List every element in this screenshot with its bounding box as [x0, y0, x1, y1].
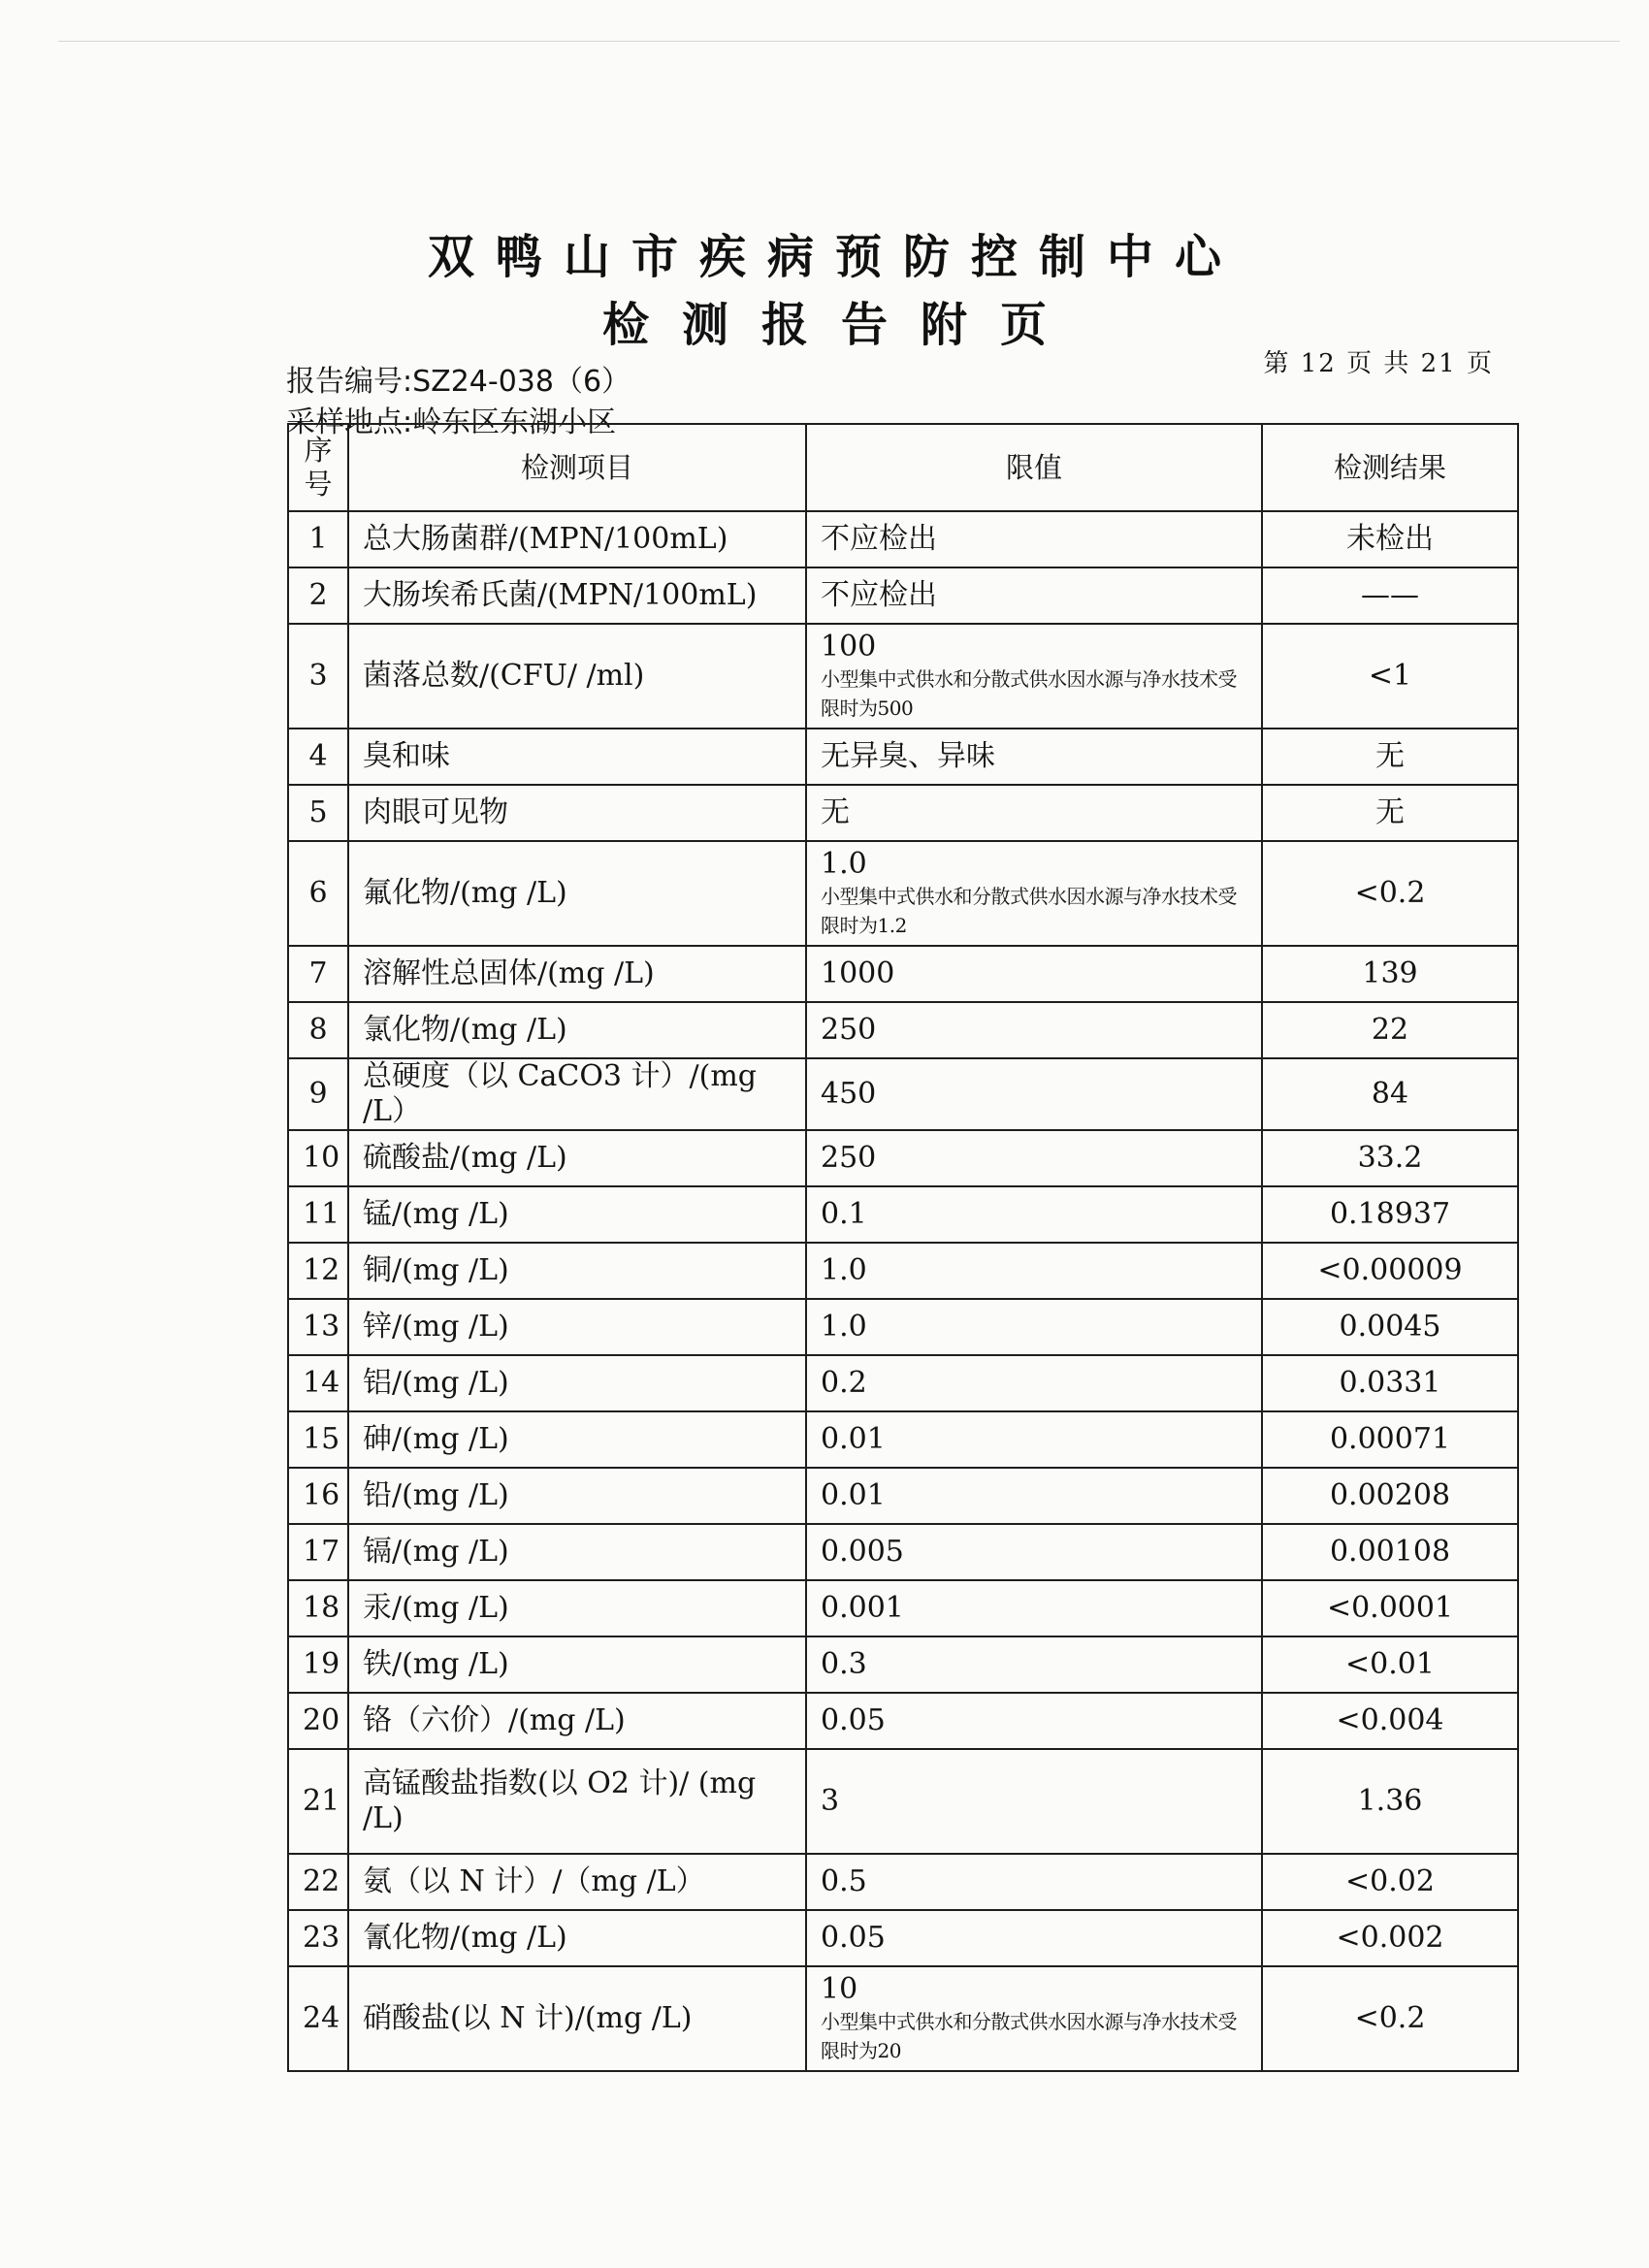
test-item: 臭和味: [348, 729, 806, 785]
limit-main: 0.05: [821, 1703, 886, 1737]
limit-value: [806, 511, 1262, 567]
test-result: <1: [1262, 624, 1518, 729]
test-item: 铜/(mg /L): [348, 1243, 806, 1299]
row-number: 19: [288, 1636, 348, 1693]
test-item: 铁/(mg /L): [348, 1636, 806, 1693]
test-item: 氨（以 N 计）/（mg /L）: [348, 1854, 806, 1910]
limit-value: [806, 1130, 1262, 1186]
row-number: 15: [288, 1411, 348, 1468]
report-title-type: 检测报告附页: [601, 298, 1080, 352]
table-row: [288, 946, 1518, 1002]
limit-main: 1.0: [821, 847, 867, 881]
table-row: [288, 729, 1518, 785]
limit-main: 3: [821, 1784, 840, 1818]
row-number: 3: [288, 624, 348, 729]
limit-main: 250: [821, 1013, 877, 1047]
table-row: [288, 1966, 1518, 2071]
limit-main: 0.001: [821, 1591, 904, 1625]
limit-value: [806, 1749, 1262, 1854]
table-row: [288, 1524, 1518, 1580]
limit-main: 0.1: [821, 1197, 867, 1231]
table-row: [288, 1910, 1518, 1966]
sampling-site-value: 岭东区东湖小区: [412, 405, 617, 439]
row-number: 21: [288, 1749, 348, 1854]
test-result: 33.2: [1262, 1130, 1518, 1186]
test-result: <0.2: [1262, 1966, 1518, 2071]
test-result: <0.01: [1262, 1636, 1518, 1693]
limit-value: [806, 841, 1262, 946]
report-number-label: 报告编号:: [286, 365, 413, 399]
test-item: 硫酸盐/(mg /L): [348, 1130, 806, 1186]
test-item: 锌/(mg /L): [348, 1299, 806, 1355]
limit-main: 0.01: [821, 1422, 886, 1456]
limit-main: 1000: [821, 956, 895, 990]
test-item: 氟化物/(mg /L): [348, 841, 806, 946]
test-item: 铅/(mg /L): [348, 1468, 806, 1524]
row-number: 5: [288, 785, 348, 841]
limit-value: [806, 1636, 1262, 1693]
table-row: [288, 1693, 1518, 1749]
limit-main: 0.2: [821, 1366, 867, 1400]
limit-value: [806, 1299, 1262, 1355]
table-row: [288, 841, 1518, 946]
limit-value: [806, 1355, 1262, 1411]
test-result: ——: [1262, 567, 1518, 624]
row-number: 9: [288, 1058, 348, 1130]
test-result: 0.0045: [1262, 1299, 1518, 1355]
row-number: 11: [288, 1186, 348, 1243]
limit-main: 1.0: [821, 1253, 867, 1287]
col-header-limit: 限值: [806, 424, 1262, 511]
test-item: 硝酸盐(以 N 计)/(mg /L): [348, 1966, 806, 2071]
table-row: [288, 1130, 1518, 1186]
limit-main: 0.01: [821, 1478, 886, 1512]
test-item: 总硬度（以 CaCO3 计）/(mg /L）: [348, 1058, 806, 1130]
row-number: 17: [288, 1524, 348, 1580]
limit-main: 100: [821, 630, 877, 664]
limit-value: [806, 946, 1262, 1002]
test-result: 84: [1262, 1058, 1518, 1130]
limit-value: [806, 1243, 1262, 1299]
test-result: <0.0001: [1262, 1580, 1518, 1636]
test-item: 氰化物/(mg /L): [348, 1910, 806, 1966]
table-row: [288, 1411, 1518, 1468]
limit-main: 250: [821, 1141, 877, 1175]
limit-main: 0.3: [821, 1647, 867, 1681]
limit-value: [806, 729, 1262, 785]
row-number: 13: [288, 1299, 348, 1355]
table-row: [288, 1002, 1518, 1058]
test-result: 1.36: [1262, 1749, 1518, 1854]
test-item: 溶解性总固体/(mg /L): [348, 946, 806, 1002]
test-item: 大肠埃希氏菌/(MPN/100mL): [348, 567, 806, 624]
limit-value: [806, 1468, 1262, 1524]
row-number: 24: [288, 1966, 348, 2071]
test-item: 砷/(mg /L): [348, 1411, 806, 1468]
row-number: 12: [288, 1243, 348, 1299]
table-body: [288, 511, 1518, 2071]
test-item: 肉眼可见物: [348, 785, 806, 841]
test-result: 0.00208: [1262, 1468, 1518, 1524]
limit-value: [806, 785, 1262, 841]
table-row: [288, 1468, 1518, 1524]
limit-main: 10: [821, 1972, 858, 2006]
test-result: <0.00009: [1262, 1243, 1518, 1299]
row-number: 4: [288, 729, 348, 785]
table-row: [288, 785, 1518, 841]
test-item: 铝/(mg /L): [348, 1355, 806, 1411]
row-number: 10: [288, 1130, 348, 1186]
table-header-row: [288, 424, 1518, 511]
test-result: 0.00108: [1262, 1524, 1518, 1580]
limit-main: 不应检出: [821, 522, 937, 556]
col-header-item: 检测项目: [348, 424, 806, 511]
table-row: [288, 1058, 1518, 1130]
table-row: [288, 1299, 1518, 1355]
table-row: [288, 1749, 1518, 1854]
limit-main: 无异臭、异味: [821, 739, 995, 773]
limit-value: [806, 1910, 1262, 1966]
row-number: 18: [288, 1580, 348, 1636]
report-number-value: SZ24-038（6）: [412, 365, 631, 399]
test-result: 0.0331: [1262, 1355, 1518, 1411]
test-item: 汞/(mg /L): [348, 1580, 806, 1636]
row-number: 22: [288, 1854, 348, 1910]
test-result: <0.004: [1262, 1693, 1518, 1749]
page-info: [1264, 343, 1495, 379]
limit-note: 小型集中式供水和分散式供水因水源与净水技术受限时为20: [821, 2010, 1237, 2062]
test-result: 22: [1262, 1002, 1518, 1058]
limit-value: [806, 1693, 1262, 1749]
test-result: 无: [1262, 785, 1518, 841]
limit-note: 小型集中式供水和分散式供水因水源与净水技术受限时为1.2: [821, 885, 1237, 937]
table-row: [288, 1636, 1518, 1693]
page-info-text: 第 12 页 共 21 页: [1263, 349, 1494, 378]
test-item: 铬（六价）/(mg /L): [348, 1693, 806, 1749]
report-title-org: 双鸭山市疾病预防控制中心: [427, 230, 1243, 284]
table-row: [288, 567, 1518, 624]
table-row: [288, 1854, 1518, 1910]
row-number: 7: [288, 946, 348, 1002]
report-number: [286, 357, 630, 400]
row-number: 8: [288, 1002, 348, 1058]
limit-value: [806, 624, 1262, 729]
limit-note: 小型集中式供水和分散式供水因水源与净水技术受限时为500: [821, 667, 1237, 720]
test-item: 锰/(mg /L): [348, 1186, 806, 1243]
limit-value: [806, 567, 1262, 624]
limit-value: [806, 1524, 1262, 1580]
row-number: 1: [288, 511, 348, 567]
limit-main: 450: [821, 1077, 877, 1111]
test-item: 高锰酸盐指数(以 O2 计)/ (mg /L): [348, 1749, 806, 1854]
sampling-site-label: 采样地点:: [286, 405, 413, 439]
test-item: 氯化物/(mg /L): [348, 1002, 806, 1058]
table-row: [288, 1243, 1518, 1299]
row-number: 23: [288, 1910, 348, 1966]
test-result: 0.18937: [1262, 1186, 1518, 1243]
table-row: [288, 1355, 1518, 1411]
test-result: <0.002: [1262, 1910, 1518, 1966]
row-number: 2: [288, 567, 348, 624]
table-row: [288, 1186, 1518, 1243]
row-number: 20: [288, 1693, 348, 1749]
table-row: [288, 624, 1518, 729]
limit-main: 不应检出: [821, 578, 937, 612]
limit-value: [806, 1966, 1262, 2071]
test-item: 菌落总数/(CFU/ /ml): [348, 624, 806, 729]
limit-value: [806, 1411, 1262, 1468]
results-table: [287, 423, 1519, 2072]
test-result: <0.2: [1262, 841, 1518, 946]
limit-value: [806, 1002, 1262, 1058]
test-result: 无: [1262, 729, 1518, 785]
limit-main: 0.5: [821, 1864, 867, 1898]
row-number: 6: [288, 841, 348, 946]
test-result: <0.02: [1262, 1854, 1518, 1910]
test-result: 未检出: [1262, 511, 1518, 567]
row-number: 14: [288, 1355, 348, 1411]
limit-value: [806, 1186, 1262, 1243]
test-item: 镉/(mg /L): [348, 1524, 806, 1580]
table-row: [288, 1580, 1518, 1636]
row-number: 16: [288, 1468, 348, 1524]
limit-main: 0.005: [821, 1535, 904, 1569]
limit-main: 1.0: [821, 1310, 867, 1344]
test-item: 总大肠菌群/(MPN/100mL): [348, 511, 806, 567]
limit-value: [806, 1058, 1262, 1130]
table-row: [288, 511, 1518, 567]
col-header-no: 序号: [288, 424, 348, 511]
col-header-result: 检测结果: [1262, 424, 1518, 511]
test-result: 139: [1262, 946, 1518, 1002]
limit-value: [806, 1854, 1262, 1910]
limit-main: 0.05: [821, 1921, 886, 1955]
test-result: 0.00071: [1262, 1411, 1518, 1468]
limit-value: [806, 1580, 1262, 1636]
page-top-edge: [58, 41, 1620, 42]
limit-main: 无: [821, 795, 850, 829]
